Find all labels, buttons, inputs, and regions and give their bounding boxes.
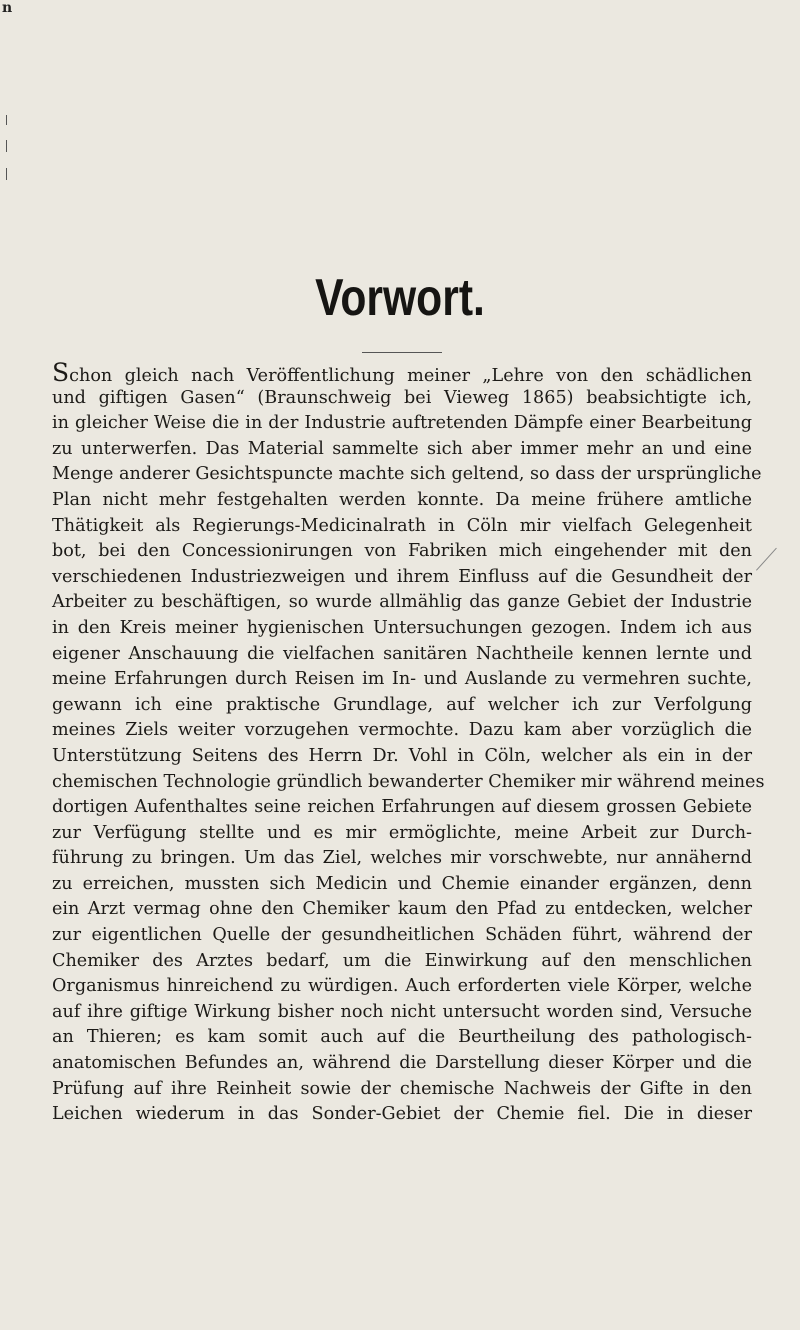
text-line: anatomischen Befundes an, während die Darstellung dieser Körper und die: [52, 1053, 752, 1074]
text-line: dortigen Aufenthaltes seine reichen Erfahrungen auf diesem grossen Gebiete: [52, 797, 752, 818]
text-line: Plan nicht mehr festgehalten werden konnte. Da meine frühere amtliche: [52, 489, 752, 510]
text-line: eigener Anschauung die vielfachen sanitären Nachtheile kennen lernte und: [52, 643, 752, 664]
text-line: Leichen wiederum in das Sonder-Gebiet der Chemie fiel. Die in dieser: [52, 1104, 752, 1125]
margin-stroke: [756, 548, 777, 571]
text-line: Chemiker des Arztes bedarf, um die Einwirkung auf den menschlichen: [52, 950, 752, 971]
corner-mark: n: [2, 0, 13, 16]
text-line: Thätigkeit als Regierungs-Medicinalrath in Cöln mir vielfach Gelegenheit: [52, 515, 752, 536]
text-line: Organismus hinreichend zu würdigen. Auch erforderten viele Körper, welche: [52, 976, 752, 997]
text-line: führung zu bringen. Um das Ziel, welches mir vorschwebte, nur annähernd: [52, 848, 752, 869]
text-line: Schon gleich nach Veröffentlichung meiner „Lehre von den schädlichen: [52, 358, 752, 387]
text-line: Menge anderer Gesichtspuncte machte sich geltend, so dass der ursprüngliche: [52, 464, 762, 485]
text-line: Unterstützung Seitens des Herrn Dr. Vohl in Cöln, welcher als ein in der: [52, 745, 752, 766]
body-text: [52, 358, 765, 1128]
text-line: bot, bei den Concessionirungen von Fabriken mich eingehender mit den: [52, 541, 752, 562]
text-line: zu unterwerfen. Das Material sammelte sich aber immer mehr an und eine: [52, 438, 752, 459]
text-line: meine Erfahrungen durch Reisen im In- und Auslande zu vermehren suchte,: [52, 669, 752, 690]
text-line: zur eigentlichen Quelle der gesundheitlichen Schäden führt, während der: [52, 925, 752, 946]
text-line: gewann ich eine praktische Grundlage, auf welcher ich zur Verfolgung: [52, 694, 752, 715]
edge-tick: [6, 115, 7, 125]
text-line: und giftigen Gasen“ (Braunschweig bei Vieweg 1865) beabsichtigte ich,: [52, 387, 752, 408]
title-rule: [362, 352, 442, 353]
text-line: in den Kreis meiner hygienischen Untersuchungen gezogen. Indem ich aus: [52, 617, 752, 638]
text-line: auf ihre giftige Wirkung bisher noch nicht untersucht worden sind, Versuche: [52, 1001, 752, 1022]
edge-tick: [6, 140, 7, 152]
text-line: Arbeiter zu beschäftigen, so wurde allmählig das ganze Gebiet der Industrie: [52, 592, 752, 613]
text-line: Prüfung auf ihre Reinheit sowie der chemische Nachweis der Gifte in den: [52, 1078, 752, 1099]
text-line: chemischen Technologie gründlich bewanderter Chemiker mir während meines: [52, 771, 765, 792]
text-line: zu erreichen, mussten sich Medicin und Chemie einander ergänzen, denn: [52, 873, 752, 894]
text-line: zur Verfügung stellte und es mir ermöglichte, meine Arbeit zur Durch-: [52, 822, 752, 843]
text-line: ein Arzt vermag ohne den Chemiker kaum den Pfad zu entdecken, welcher: [52, 899, 752, 920]
text-line: meines Ziels weiter vorzugehen vermochte. Dazu kam aber vorzüglich die: [52, 720, 752, 741]
text-line: an Thieren; es kam somit auch auf die Beurtheilung des pathologisch-: [52, 1027, 752, 1048]
text-line: in gleicher Weise die in der Industrie auftretenden Dämpfe einer Bearbeitung: [52, 413, 752, 434]
text-line: verschiedenen Industriezweigen und ihrem Einfluss auf die Gesundheit der: [52, 566, 752, 587]
page-title: Vorwort.: [315, 269, 485, 327]
edge-tick: [6, 168, 7, 180]
